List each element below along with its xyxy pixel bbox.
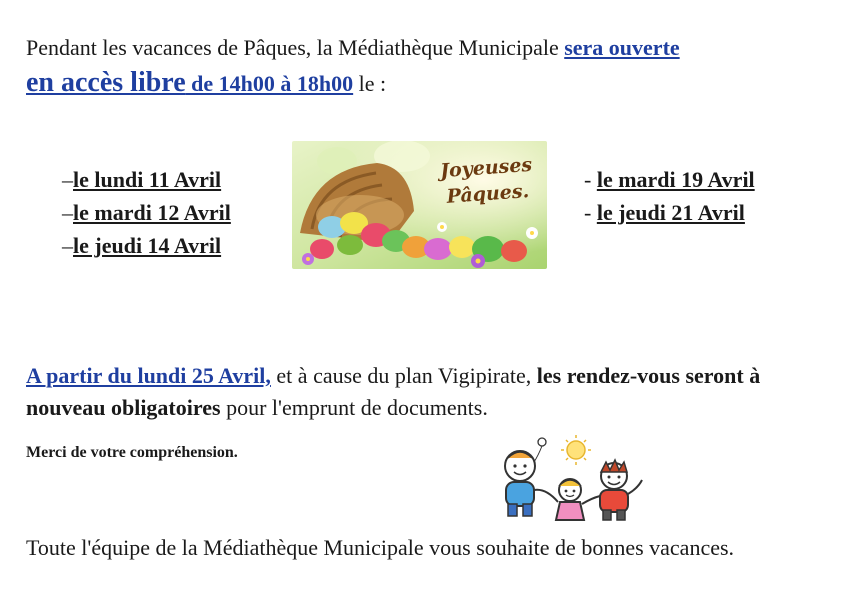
date-dash: - [584,200,597,225]
sera-ouverte-link[interactable]: sera ouverte [564,35,680,60]
hours-link[interactable]: de 14h00 à 18h00 [185,71,354,96]
easter-greeting-text [430,151,543,211]
greeting-line-2: Pâques. [445,180,530,208]
date-label: le jeudi 14 Avril [73,233,222,258]
dates-list-left [62,163,231,262]
children-illustration [494,432,648,524]
date-item [62,229,231,262]
vigipirate-notice [26,360,841,424]
date-label: le lundi 11 Avril [73,167,222,192]
intro-text-1: Pendant les vacances de Pâques, la Médiathèque Municipale [26,35,565,60]
notice-bold: les rendez-vous seront à nouveau obligatoires [26,363,761,420]
intro-text-2: le : [353,71,387,96]
date-item [584,196,755,229]
date-item [584,163,755,196]
date-label: le jeudi 21 Avril [596,200,745,225]
date-dash: - [584,167,597,192]
easter-eggs-image [292,141,547,269]
date-item [62,196,231,229]
date-label: le mardi 19 Avril [596,167,755,192]
intro-paragraph [26,30,846,101]
dates-list-right [584,163,755,229]
date-label: le mardi 12 Avril [73,200,231,225]
merci-text: Merci de votre compréhension. [26,444,238,461]
closing-text: Toute l'équipe de la Médiathèque Municipale vous souhaite de bonnes vacances. [26,535,735,560]
date-dash: – [62,200,73,225]
date-dash: – [62,233,73,258]
date-item [62,163,231,196]
greeting-line-1: Joyeuses [439,153,533,183]
date-dash: – [62,167,73,192]
notice-text-1: et à cause du plan Vigipirate, [270,363,537,388]
notice-date-link[interactable]: A partir du lundi 25 Avril, [26,363,271,388]
en-acces-libre-link[interactable]: en accès libre [26,67,186,98]
notice-text-2: pour l'emprunt de documents. [220,395,488,420]
